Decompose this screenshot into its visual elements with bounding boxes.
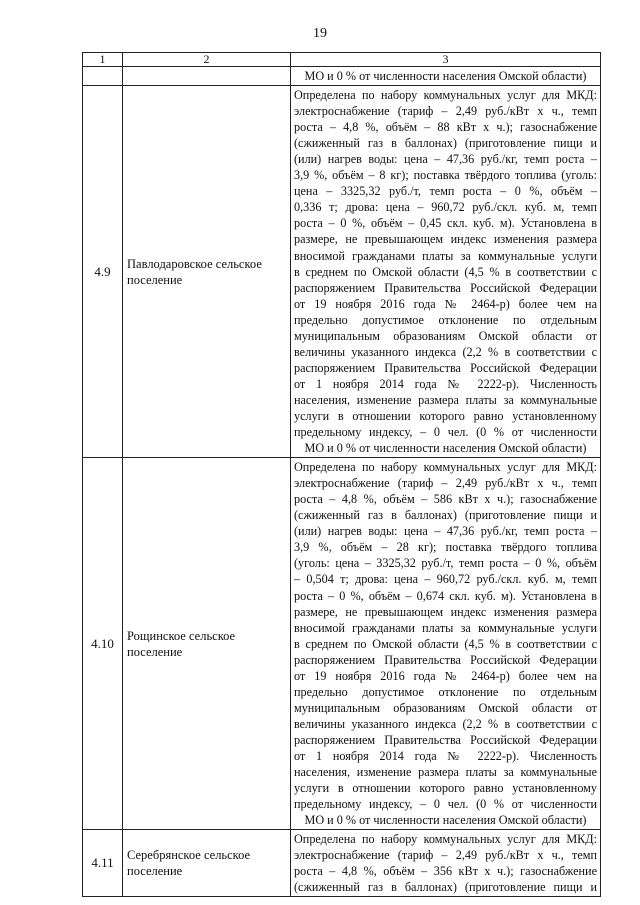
text-line: роста – 0 %, объём – 0,674 скл. куб. м). Установлена в <box>294 588 597 603</box>
text-line: предельному индексу, – 0 чел. (0 % от численности <box>294 797 597 812</box>
text-line: МО и 0 % от численности населения Омской области) <box>304 441 587 456</box>
text-line: 3,9 %, объём – 8 кг); поставка твёрдого топлива (уголь: <box>294 168 597 183</box>
text-line: электроснабжение (тариф – 2,49 руб./кВт х ч., темп <box>294 476 597 491</box>
table-body <box>83 86 601 897</box>
header-col-3: 3 <box>291 53 601 67</box>
text-line: роста – 4,8 %, объём – 356 кВт х ч.); газоснабжение <box>294 864 597 879</box>
text-line: в среднем по Омской области (4,5 % в соответствии с <box>294 264 597 279</box>
text-line: населения, изменение размера платы за коммунальные <box>294 392 597 407</box>
text-line: размере, не превышающем индекс изменения размера <box>294 232 597 247</box>
text-line: (уголь: цена – 3325,32 руб./т, темп роста – 0 %, объём <box>294 556 597 571</box>
text-line: Определена по набору коммунальных услуг для МКД: <box>294 88 597 103</box>
text-line: от 1 ноября 2014 года № 2222-р). Численность <box>294 376 597 391</box>
text-line: населения, изменение размера платы за коммунальные <box>294 765 597 780</box>
settlement-name-line: Серебрянское сельское <box>127 848 251 863</box>
settlement-name <box>123 830 291 897</box>
document-table <box>82 52 601 897</box>
text-line: (сжиженный газ в баллонах) (приготовление пищи и <box>294 136 597 151</box>
row-number: 4.10 <box>83 458 123 830</box>
table-row <box>83 458 601 830</box>
header-col-2: 2 <box>123 53 291 67</box>
table-row <box>83 830 601 897</box>
text-line: электроснабжение (тариф – 2,49 руб./кВт х ч., темп <box>294 104 597 119</box>
settlement-name-line: поселение <box>127 644 183 659</box>
text-line: – 0,504 т; дрова: цена – 960,72 руб./скл. куб. м, темп <box>294 572 597 587</box>
table-header-row <box>83 53 601 67</box>
description-cell <box>291 458 601 830</box>
carryover-row <box>83 67 601 86</box>
settlement-name-line: поселение <box>127 864 183 879</box>
carryover-name-cell <box>123 67 291 86</box>
text-line: электроснабжение (тариф – 2,49 руб./кВт х ч., темп <box>294 848 597 863</box>
text-line: (или) нагрев воды: цена – 47,36 руб./кг, темп роста – <box>294 152 597 167</box>
description-cell <box>291 86 601 458</box>
text-line: роста – 4,8 %, объём – 586 кВт х ч.); газоснабжение <box>294 492 597 507</box>
settlement-name-line: поселение <box>127 272 183 287</box>
row-number: 4.9 <box>83 86 123 458</box>
text-line: вносимой гражданами платы за коммунальные услуги <box>294 248 597 263</box>
text-line: вносимой гражданами платы за коммунальные услуги <box>294 620 597 635</box>
text-line: от 1 ноября 2014 года № 2222-р). Численность <box>294 748 597 763</box>
settlement-name-line: Рощинское сельское <box>127 628 236 643</box>
text-line: (сжиженный газ в баллонах) (приготовление пищи и <box>294 508 597 523</box>
text-line: Определена по набору коммунальных услуг для МКД: <box>294 460 597 475</box>
text-line: (сжиженный газ в баллонах) (приготовление пищи и <box>294 880 597 895</box>
text-line: муниципальным образованиям Омской области от <box>294 700 597 715</box>
carryover-text-cell <box>291 67 601 86</box>
text-line: в среднем по Омской области (4,5 % в соответствии с <box>294 636 597 651</box>
text-line: 3,9 %, объём – 28 кг); поставка твёрдого топлива <box>294 540 597 555</box>
header-col-1: 1 <box>83 53 123 67</box>
text-line: распоряжением Правительства Российской Федерации <box>294 280 597 295</box>
text-line: цена – 3325,32 руб./т, темп роста – 0 %, объём – <box>294 184 597 199</box>
text-line: предельно допустимое отклонение по отдельным <box>294 312 597 327</box>
text-line: муниципальным образованиям Омской области от <box>294 328 597 343</box>
text-line: предельному индексу, – 0 чел. (0 % от численности <box>294 425 597 440</box>
text-line: величины указанного индекса (2,2 % в соответствии с <box>294 716 597 731</box>
text-line: распоряжением Правительства Российской Федерации <box>294 652 597 667</box>
text-line: от 19 ноября 2016 года № 2464-р) более чем на <box>294 668 597 683</box>
text-line: величины указанного индекса (2,2 % в соответствии с <box>294 344 597 359</box>
text-line: роста – 4,8 %, объём – 88 кВт х ч.); газоснабжение <box>294 120 597 135</box>
text-line: МО и 0 % от численности населения Омской области) <box>304 813 587 828</box>
page-number: 19 <box>313 26 327 41</box>
row-number: 4.11 <box>83 830 123 897</box>
text-line: услуги в отношении которого равно установленному <box>294 408 597 423</box>
text-line: от 19 ноября 2016 года № 2464-р) более чем на <box>294 296 597 311</box>
carryover-num-cell <box>83 67 123 86</box>
settlement-name <box>123 86 291 458</box>
text-line: (или) нагрев воды: цена – 47,36 руб./кг, темп роста – <box>294 524 597 539</box>
text-line: роста – 0 %, объём – 0,45 скл. куб. м). Установлена в <box>294 216 597 231</box>
text-line: 0,336 т; дрова: цена – 960,72 руб./скл. куб. м, темп <box>294 200 597 215</box>
settlement-name <box>123 458 291 830</box>
text-line: размере, не превышающем индекс изменения размера <box>294 604 597 619</box>
settlement-name-line: Павлодаровское сельское <box>127 256 262 271</box>
text-line: распоряжением Правительства Российской Федерации <box>294 360 597 375</box>
table-row <box>83 86 601 458</box>
description-cell <box>291 830 601 897</box>
text-line: услуги в отношении которого равно установленному <box>294 781 597 796</box>
text-line: предельно допустимое отклонение по отдельным <box>294 684 597 699</box>
text-line: Определена по набору коммунальных услуг для МКД: <box>294 832 597 847</box>
text-line: МО и 0 % от численности населения Омской области) <box>304 69 587 83</box>
text-line: распоряжением Правительства Российской Федерации <box>294 732 597 747</box>
